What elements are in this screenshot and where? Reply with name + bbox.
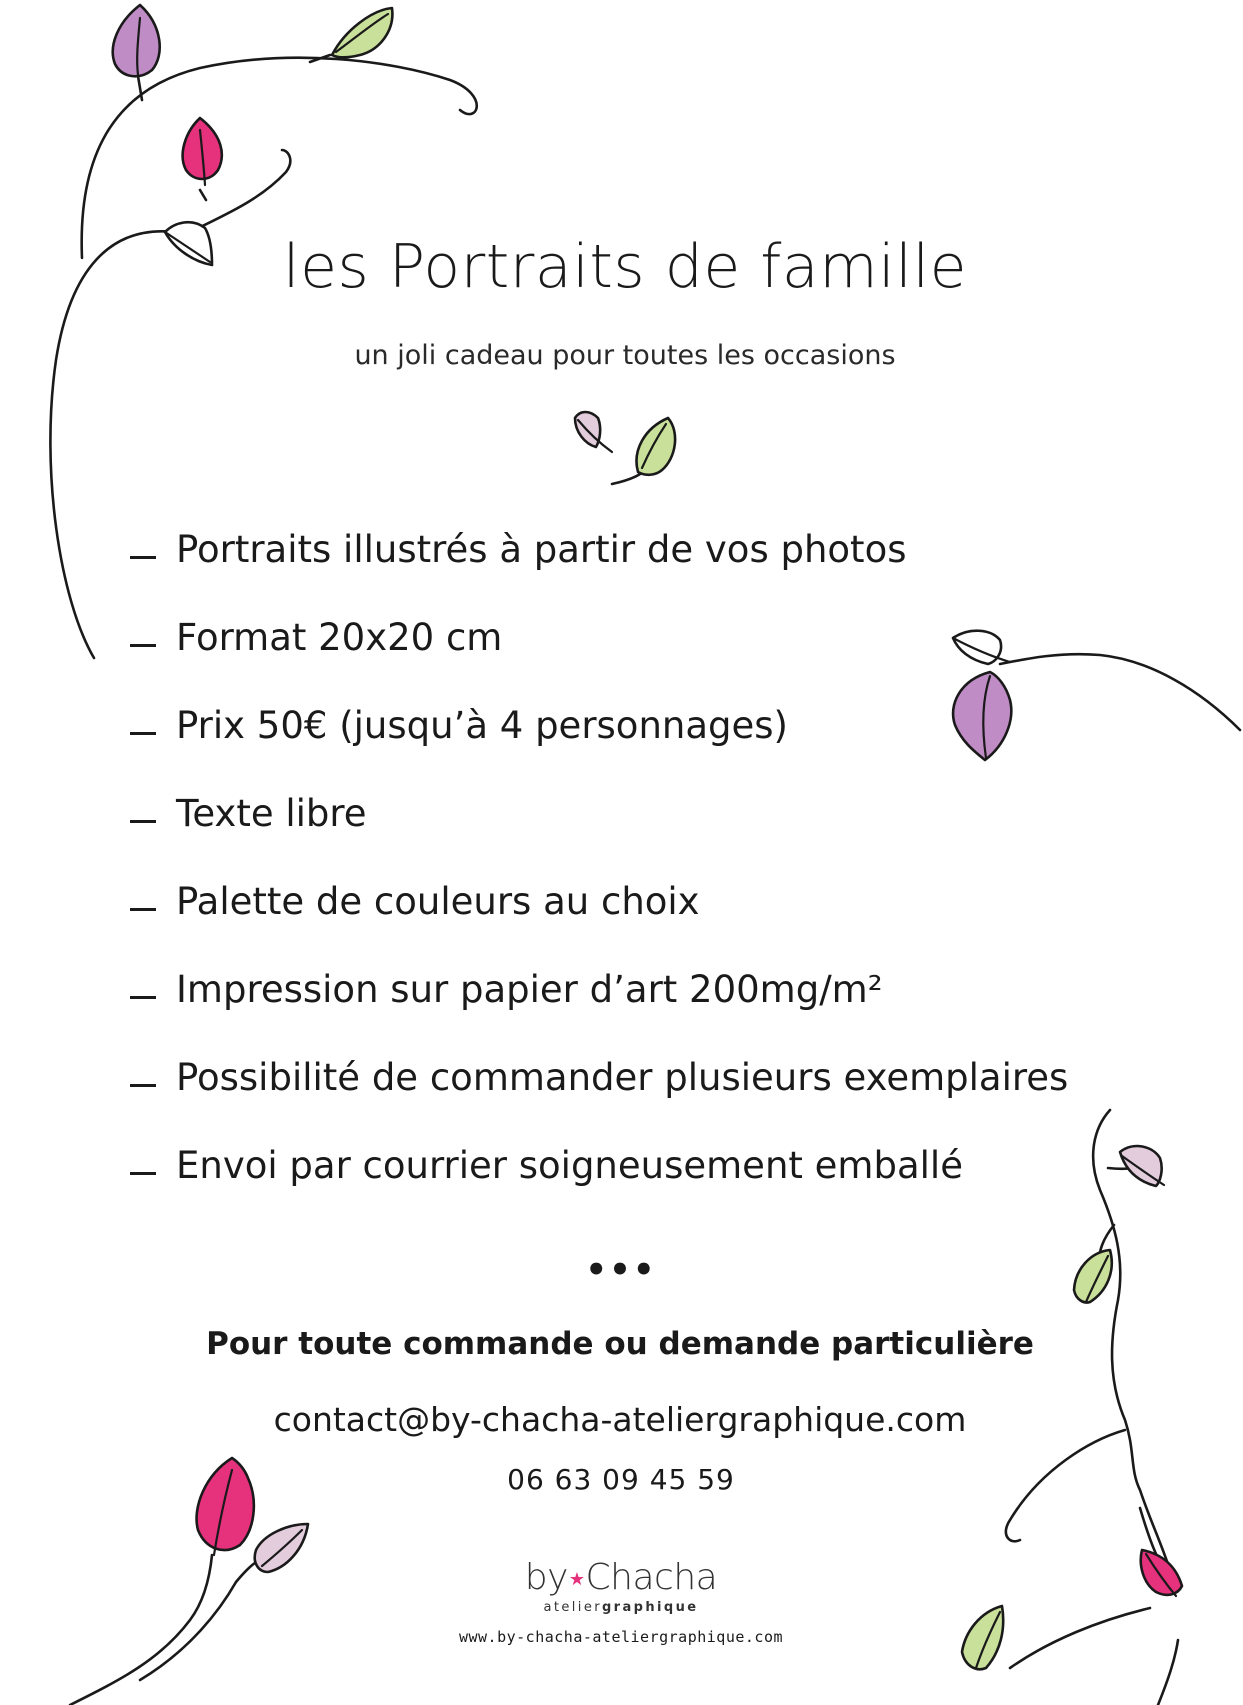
leaf-lightpurple-bottomleft: [255, 1524, 308, 1572]
logo-graphique: graphique: [601, 1600, 699, 1615]
feature-item-shipping: [130, 1136, 1068, 1224]
feature-item-portraits: [130, 520, 1068, 608]
feature-text: Texte libre: [176, 792, 367, 835]
logo-tagline: [521, 1600, 721, 1615]
star-icon: ★: [568, 1569, 585, 1590]
feature-item-text: [130, 784, 1068, 872]
brand-logo: [521, 1558, 721, 1615]
logo-by: by: [524, 1557, 568, 1598]
leaf-pink-bottomleft: [197, 1458, 254, 1555]
logo-atelier: atelier: [543, 1600, 602, 1615]
dash-bullet: [130, 908, 156, 911]
ellipsis-separator: •••: [585, 1250, 657, 1290]
dash-bullet: [130, 996, 156, 999]
feature-text: Palette de couleurs au choix: [176, 880, 700, 923]
feature-text: Format 20x20 cm: [176, 616, 503, 659]
feature-item-price: [130, 696, 1068, 784]
leaf-lightpurple-bottomright: [1120, 1146, 1164, 1186]
leaf-green-bottomright-2: [962, 1606, 1003, 1669]
contact-call-to-action: Pour toute commande ou demande particulière: [206, 1326, 1034, 1362]
feature-text: Portraits illustrés à partir de vos photos: [176, 528, 907, 571]
leaf-pink-bottomright: [1141, 1550, 1182, 1596]
feature-item-copies: [130, 1048, 1068, 1136]
leaf-pink-top: [183, 118, 222, 185]
feature-text: Impression sur papier d’art 200mg/m²: [176, 968, 883, 1011]
feature-item-printing: [130, 960, 1068, 1048]
leaf-divider-green: [637, 418, 676, 475]
feature-item-palette: [130, 872, 1068, 960]
feature-text: Prix 50€ (jusqu’à 4 personnages): [176, 704, 788, 747]
dash-bullet: [130, 556, 156, 559]
leaf-green-top: [332, 8, 392, 57]
page-subtitle: un joli cadeau pour toutes les occasions: [354, 340, 896, 371]
contact-email-link[interactable]: contact@by-chacha-ateliergraphique.com: [273, 1400, 967, 1439]
website-url-link[interactable]: www.by-chacha-ateliergraphique.com: [458, 1628, 784, 1646]
feature-text: Envoi par courrier soigneusement emballé: [176, 1144, 963, 1187]
feature-text: Possibilité de commander plusieurs exemplaires: [176, 1056, 1069, 1099]
leaf-purple-top: [113, 5, 160, 76]
dash-bullet: [130, 1172, 156, 1175]
logo-wordmark: [521, 1558, 721, 1600]
dash-bullet: [130, 1084, 156, 1087]
dash-bullet: [130, 732, 156, 735]
dash-bullet: [130, 644, 156, 647]
feature-item-format: [130, 608, 1068, 696]
leaf-green-bottomright: [1074, 1250, 1112, 1303]
leaf-divider-purple: [575, 412, 612, 452]
dash-bullet: [130, 820, 156, 823]
page-title: les Portraits de famille: [282, 232, 968, 302]
logo-name: Chacha: [585, 1557, 718, 1598]
feature-list: [130, 520, 1068, 1224]
contact-phone: 06 63 09 45 59: [507, 1463, 735, 1496]
